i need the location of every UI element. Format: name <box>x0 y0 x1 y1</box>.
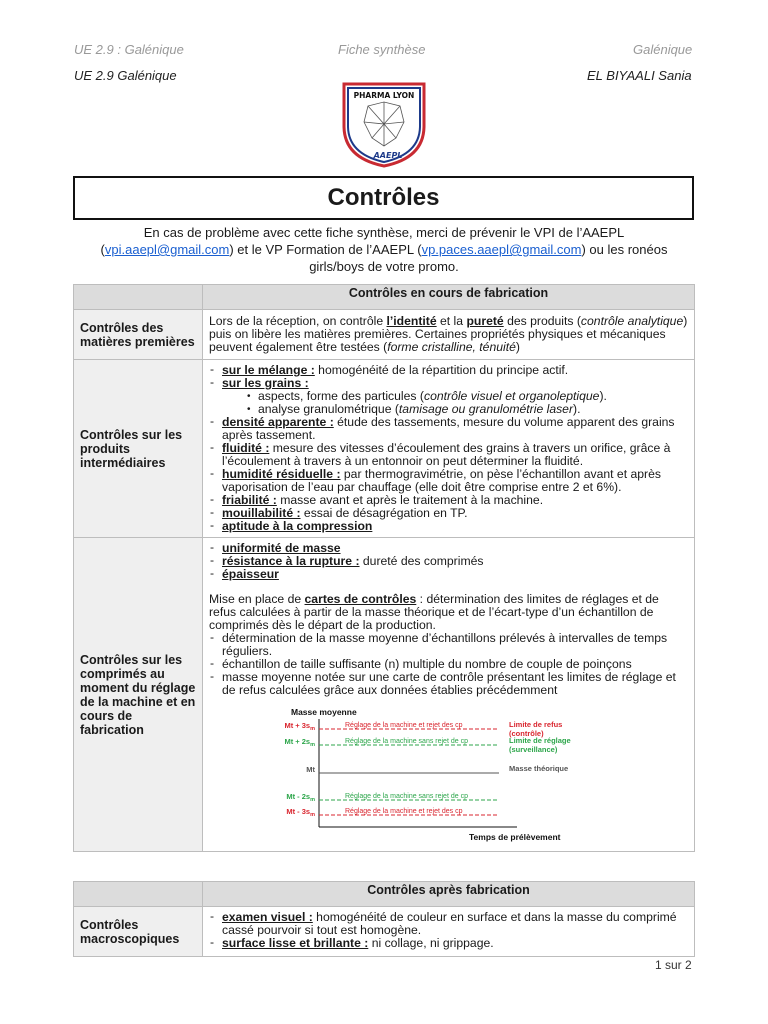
row-content: Lors de la réception, on contrôle l’identité et la pureté des produits (contrôle analytique) puis on libère les matières premières. Certaines propriétés physiques et mécaniques peuvent également être testées (forme cristalline, ténuité) <box>203 310 695 360</box>
chart-level-label: Mt - $2s_m$ <box>286 792 315 803</box>
email-link-vpi[interactable]: vpi.aaepl@gmail.com <box>104 242 230 257</box>
email-link-vp-formation[interactable]: vp.paces.aaepl@gmail.com <box>421 242 582 257</box>
table-row <box>74 310 695 360</box>
row-label: Contrôles sur les produits intermédiaires <box>74 360 203 538</box>
table-header: Contrôles après fabrication <box>203 882 695 907</box>
author-name: EL BIYAALI Sania <box>587 68 692 83</box>
chart-ylabel: Masse moyenne <box>291 707 357 717</box>
table-row <box>74 907 695 957</box>
chart-xlabel: Temps de prélèvement <box>469 832 561 842</box>
table-after-fabrication <box>73 881 695 957</box>
row-label: Contrôles macroscopiques <box>74 907 203 957</box>
table-row <box>74 538 695 852</box>
svg-text:PHARMA LYON: PHARMA LYON <box>353 91 415 100</box>
chart-limit-sublabel: (contrôle) <box>509 729 544 738</box>
row-content: - sur le mélange : homogénéité de la répartition du principe actif. - sur les grains : • aspects, forme des particules (contrôle visuel et organoleptique). • analyse granulométrique (tamisage ou granulométrie laser). - densité apparente : étude des tassements, mesure du volume apparent des grains après tassement. - fluidité : mesure des vitesses d’écoulement des grains à travers un orifice, grâce à l’écoulement à travers à un entonnoir on peut déterminer la fluidité. - humidité résiduelle : par thermogravimétrie, on pèse l’échantillon avant et après vaporisation de l’eau par chauffage (elle doit être comprise entre 2 et 6%). - friabilité : masse avant et après le traitement à la machine. - mouillabilité : essai de désagrégation en TP. - aptitude à la compression <box>203 360 695 538</box>
control-chart <box>269 705 569 847</box>
header-right: Galénique <box>633 42 693 57</box>
page-number: 1 sur 2 <box>655 958 692 972</box>
row-content: - uniformité de masse - résistance à la rupture : dureté des comprimés - épaisseur Mise en place de cartes de contrôles : détermination des limites de réglages et de refus calculées à partir de la masse théorique et de l’écart-type d’un échantillon de comprimés dès le départ de la production. - détermination de la masse moyenne d’échantillons prélevés à intervalles de temps réguliers. - échantillon de taille suffisante (n) multiple du nombre de couple de poinçons - masse moyenne notée sur une carte de contrôle présentant les limites de réglage et de refus calculées grâce aux données établies précédemment Masse moyenne Temps de prélèvement $Mt + 3s_m$ Réglage de la machine et rejet des cp Limite de refus (contrôle) $Mt + 2s_m$ Réglage de la machine sans rejet de cp Limite de réglage (surveillance) Mt Masse théorique Mt - $2s_m$ Réglage de la machine sans rejet de cp Mt - $3s_m$ Réglage de la machine et rejet des cp <box>203 538 695 852</box>
svg-text:AAEPL: AAEPL <box>373 151 403 160</box>
header-center: Fiche synthèse <box>338 42 426 57</box>
row-label: Contrôles sur les comprimés au moment du réglage de la machine et en cours de fabrication <box>74 538 203 852</box>
row-label: Contrôles des matières premières <box>74 310 203 360</box>
row-content: - examen visuel : homogénéité de couleur en surface et dans la masse du comprimé cassé pourvoir si tout est homogène. - surface lisse et brillante : ni collage, ni grippage. <box>203 907 695 957</box>
course-label: UE 2.9 Galénique <box>74 68 177 83</box>
chart-limit-label: Masse théorique <box>509 764 569 773</box>
chart-zone-label: Réglage de la machine et rejet des cp <box>345 722 463 729</box>
chart-level-label: Mt <box>306 765 315 774</box>
chart-level-label: $Mt + 2s_m$ <box>284 737 315 748</box>
chart-zone-label: Réglage de la machine sans rejet de cp <box>345 738 468 745</box>
chart-limit-label: Limite de réglage <box>509 736 571 745</box>
table-during-fabrication <box>73 284 695 852</box>
chart-limit-label: Limite de refus <box>509 720 563 729</box>
aaepl-logo <box>338 76 430 168</box>
chart-zone-label: Réglage de la machine et rejet des cp <box>345 808 463 815</box>
chart-level-label: Mt - $3s_m$ <box>286 807 315 818</box>
chart-zone-label: Réglage de la machine sans rejet de cp <box>345 793 468 800</box>
table-header: Contrôles en cours de fabrication <box>203 285 695 310</box>
table-row <box>74 360 695 538</box>
header-left: UE 2.9 : Galénique <box>74 42 184 57</box>
intro-notice: En cas de problème avec cette fiche synthèse, merci de prévenir le VPI de l’AAEPL (vpi.aaepl@gmail.com) et le VP Formation de l’AAEPL (vp.paces.aaepl@gmail.com) ou les ronéos girls/boys de votre promo. <box>100 225 668 274</box>
chart-limit-sublabel: (surveillance) <box>509 745 558 754</box>
page-title: Contrôles <box>73 176 694 220</box>
chart-level-label: $Mt + 3s_m$ <box>284 721 315 732</box>
